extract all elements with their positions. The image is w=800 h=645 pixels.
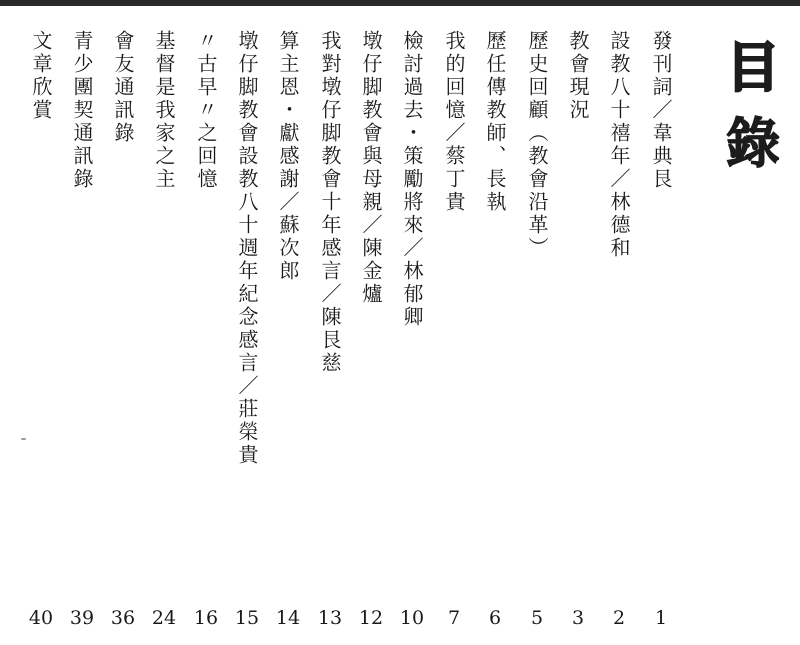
toc-entry-title[interactable]: 墩仔脚教會與母親／陳金爐 bbox=[359, 30, 383, 306]
toc-entry-title[interactable]: 發刊詞／韋典艮 bbox=[649, 30, 673, 191]
toc-entry-page: 1 bbox=[654, 607, 668, 629]
toc-entry-title[interactable]: 我對墩仔脚教會十年感言／陳艮慈 bbox=[318, 30, 342, 375]
toc-entry-title[interactable]: 算主恩・獻感謝／蘇次郎 bbox=[276, 30, 300, 283]
toc-entry-title[interactable]: 基督是我家之主 bbox=[152, 30, 176, 191]
toc-entry-title[interactable]: 教會現況 bbox=[566, 30, 590, 122]
toc-entry-page: 39 bbox=[69, 607, 95, 629]
toc-entry-page: 14 bbox=[275, 607, 301, 629]
toc-entry-title[interactable]: 設教八十禧年／林德和 bbox=[607, 30, 631, 260]
toc-entry-page: 15 bbox=[234, 607, 260, 629]
toc-entry-title[interactable]: 文章欣賞 bbox=[29, 30, 53, 122]
toc-entry-page: 2 bbox=[612, 607, 626, 629]
paper-speck bbox=[21, 438, 26, 440]
toc-entry-page: 40 bbox=[28, 607, 54, 629]
toc-entry-title[interactable]: 我的回憶／蔡丁貴 bbox=[442, 30, 466, 214]
toc-entry-page: 24 bbox=[151, 607, 177, 629]
heading-char-lu: 錄 bbox=[726, 111, 780, 175]
toc-entry-page: 36 bbox=[110, 607, 136, 629]
toc-entry-title[interactable]: 〃古早〃之回憶 bbox=[194, 30, 218, 191]
toc-entry-page: 5 bbox=[530, 607, 544, 629]
toc-entry-title[interactable]: 歷史回顧（教會沿革） bbox=[525, 30, 549, 260]
toc-entry-title[interactable]: 檢討過去・策勵將來／林郁卿 bbox=[400, 30, 424, 329]
toc-entry-title[interactable]: 青少團契通訊錄 bbox=[70, 30, 94, 191]
toc-entry-title[interactable]: 會友通訊錄 bbox=[111, 30, 135, 145]
toc-entry-page: 6 bbox=[488, 607, 502, 629]
toc-entry-page: 10 bbox=[399, 607, 425, 629]
toc-entry-page: 16 bbox=[193, 607, 219, 629]
toc-entry-page: 13 bbox=[317, 607, 343, 629]
toc-entry-title[interactable]: 歷任傳教師、長執 bbox=[483, 30, 507, 214]
toc-entry-page: 3 bbox=[571, 607, 585, 629]
toc-entry-page: 12 bbox=[358, 607, 384, 629]
toc-entry-title[interactable]: 墩仔脚教會設教八十週年紀念感言／莊榮貴 bbox=[235, 30, 259, 467]
toc-entry-page: 7 bbox=[447, 607, 461, 629]
heading-char-mu: 目 bbox=[726, 35, 780, 99]
